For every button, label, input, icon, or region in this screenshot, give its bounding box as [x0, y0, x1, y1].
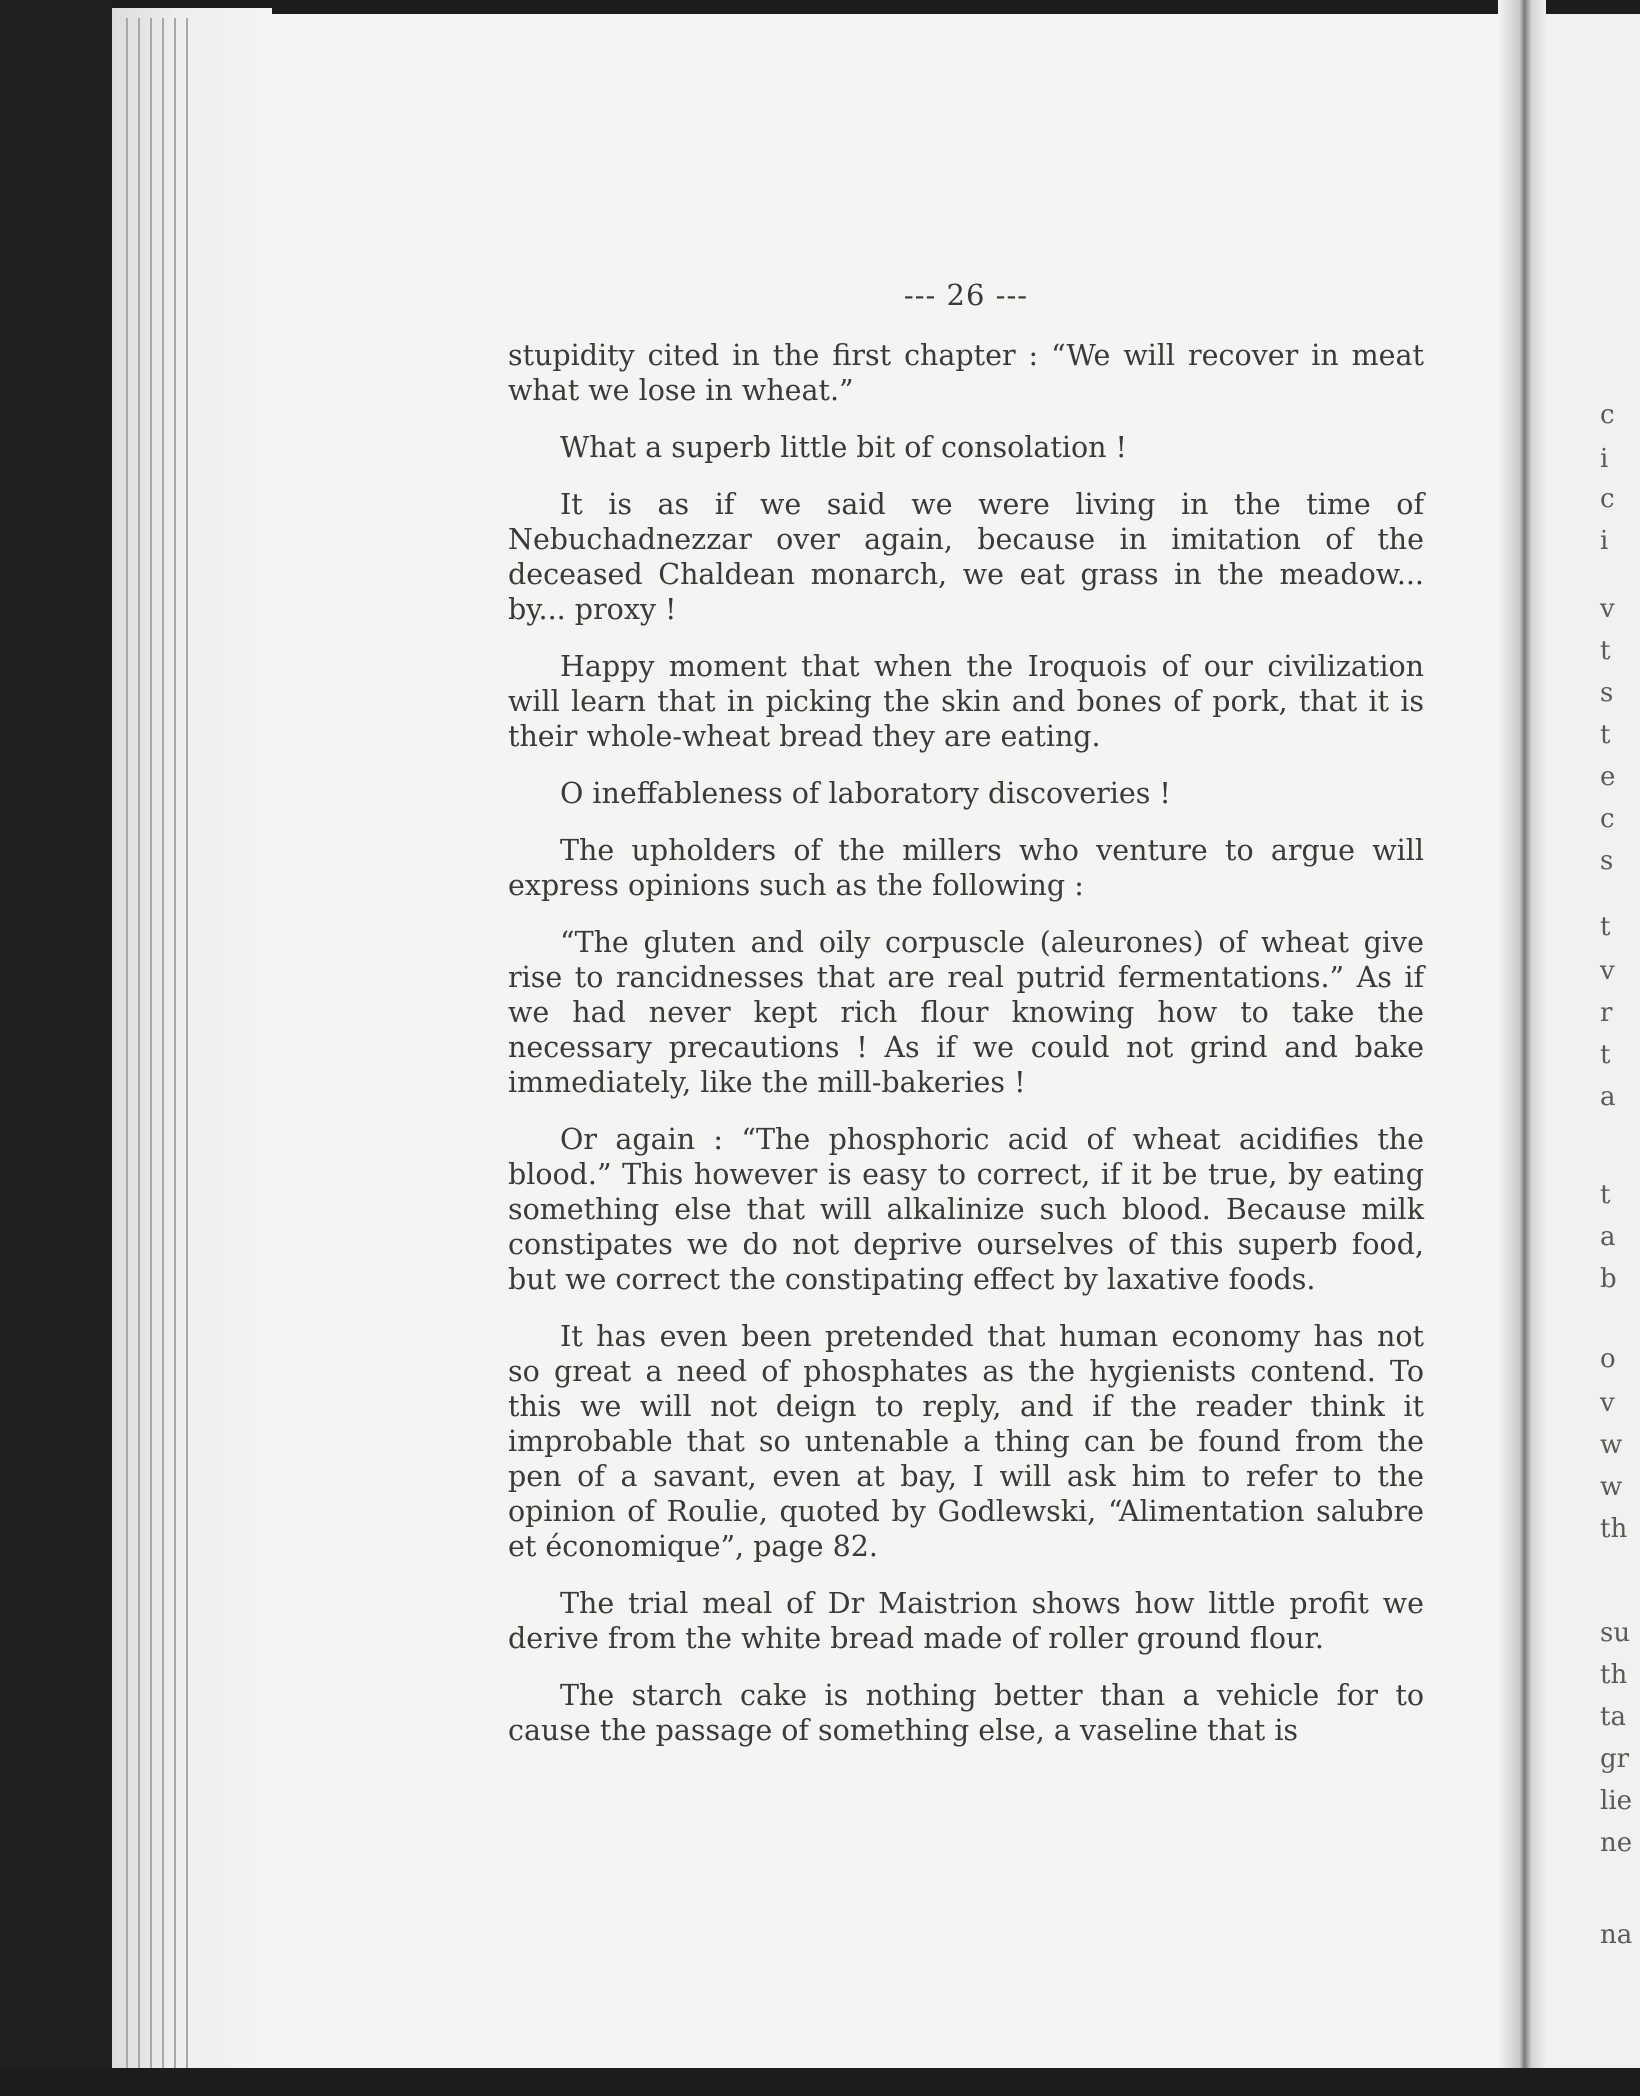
book-gutter: [1498, 0, 1546, 2096]
page-edge-line: [126, 18, 128, 2068]
page-edge-line: [186, 18, 188, 2068]
facing-page-fragment: na: [1600, 1920, 1633, 1950]
facing-page-fragment: t: [1600, 636, 1611, 666]
facing-page-fragment: a: [1600, 1082, 1616, 1112]
body-text: [508, 338, 1424, 1770]
facing-page-fragment: s: [1600, 678, 1614, 708]
paragraph: The starch cake is nothing better than a vehicle for to cause the passage of something else, a vaseline that is: [508, 1679, 1424, 1747]
facing-page-fragment: o: [1600, 1344, 1616, 1374]
page-edge-line: [162, 18, 164, 2068]
facing-page-fragment: e: [1600, 762, 1616, 792]
facing-page-fragment: t: [1600, 912, 1611, 942]
paragraph: Happy moment that when the Iroquois of our civilization will learn that in picking the skin and bones of pork, that it is their whole-wheat bread they are eating.: [508, 650, 1424, 753]
paragraph: Or again : “The phosphoric acid of wheat acidifies the blood.” This however is easy to correct, if it be true, by eating something else that will alkalinize such blood. Because milk constipates we do not deprive ourselves of this superb food, but we correct the constipating effect by laxative foods.: [508, 1123, 1424, 1296]
facing-page-fragment: gr: [1600, 1744, 1630, 1774]
paragraph: The upholders of the millers who venture to argue will express opinions such as the following :: [508, 834, 1424, 902]
facing-page-fragment: c: [1600, 400, 1615, 430]
scan-border-bottom: [0, 2068, 1640, 2096]
facing-page-fragment: th: [1600, 1660, 1628, 1690]
facing-page-fragment: v: [1600, 1388, 1615, 1418]
page-edge-line: [150, 18, 152, 2068]
facing-page-fragment: w: [1600, 1430, 1623, 1460]
paragraph: The trial meal of Dr Maistrion shows how little profit we derive from the white bread made of roller ground flour.: [508, 1587, 1424, 1655]
paragraph: stupidity cited in the first chapter : “We will recover in meat what we lose in wheat.”: [508, 339, 1424, 407]
facing-page-fragment: th: [1600, 1514, 1628, 1544]
facing-page-fragment: i: [1600, 526, 1609, 556]
page-edge-line: [174, 18, 176, 2068]
facing-page-fragment: i: [1600, 444, 1609, 474]
paragraph: “The gluten and oily corpuscle (aleurones) of wheat give rise to rancidnesses that are real putrid fermentations.” As if we had never kept rich flour knowing how to take the necessary precautions ! As if we could not grind and bake immediately, like the mill-bakeries !: [508, 926, 1424, 1099]
facing-page-fragment: c: [1600, 804, 1615, 834]
facing-page-fragment: v: [1600, 956, 1615, 986]
page-number: --- 26 ---: [903, 278, 1029, 312]
facing-page-fragment: s: [1600, 846, 1614, 876]
facing-page-fragment: w: [1600, 1472, 1623, 1502]
page-edge-line: [138, 18, 140, 2068]
facing-page-fragment: ta: [1600, 1702, 1626, 1732]
scan-border-left: [0, 0, 112, 2096]
facing-page-fragment: t: [1600, 1180, 1611, 1210]
paragraph: It has even been pretended that human economy has not so great a need of phosphates as the hygienists contend. To this we will not deign to reply, and if the reader think it improbable that so untenable a thing can be found from the pen of a savant, even at bay, I will ask him to refer to the opinion of Roulie, quoted by Godlewski, “Alimentation salubre et économique”, page 82.: [508, 1320, 1424, 1563]
facing-page-fragment: b: [1600, 1264, 1617, 1294]
facing-page-fragment: a: [1600, 1222, 1616, 1252]
paragraph: What a superb little bit of consolation !: [560, 431, 1127, 464]
facing-page-fragment: t: [1600, 720, 1611, 750]
facing-page-fragment: c: [1600, 484, 1615, 514]
facing-page-fragment: ne: [1600, 1828, 1633, 1858]
facing-page-fragment: lie: [1600, 1786, 1633, 1816]
paragraph: It is as if we said we were living in the time of Nebuchadnezzar over again, because in imitation of the deceased Chaldean monarch, we eat grass in the meadow... by... proxy !: [508, 488, 1424, 626]
facing-page-fragment: r: [1600, 998, 1613, 1028]
facing-page-fragment: su: [1600, 1618, 1631, 1648]
facing-page-fragment: v: [1600, 594, 1615, 624]
paragraph: O ineffableness of laboratory discoveries !: [560, 777, 1171, 810]
page-stack-edge: [112, 8, 272, 2068]
facing-page-fragment: t: [1600, 1040, 1611, 1070]
